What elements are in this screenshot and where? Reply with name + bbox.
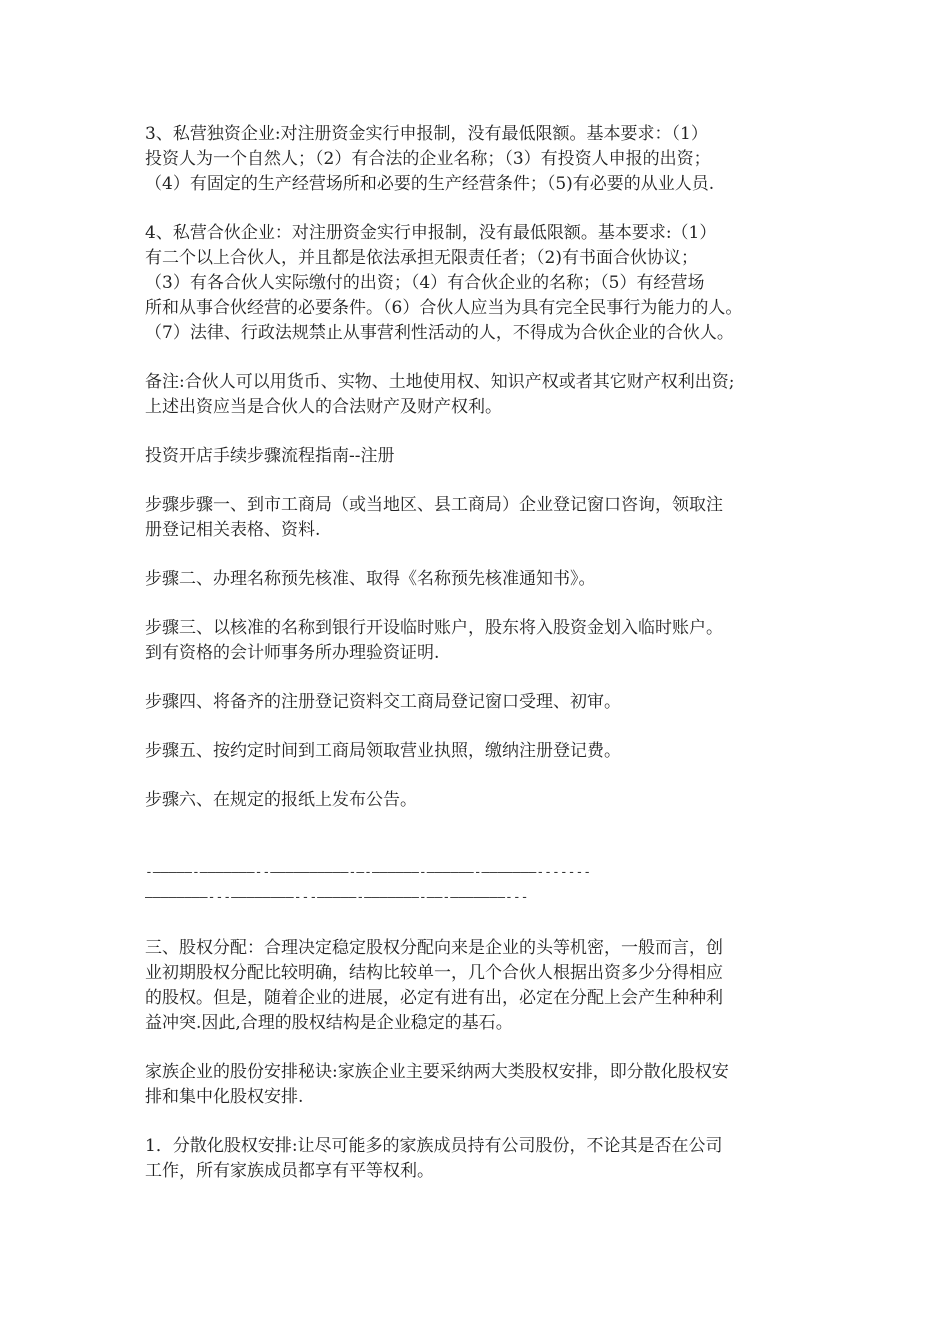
text-line: 业初期股权分配比较明确，结构比较单一，几个合伙人根据出资多少分得相应 (145, 963, 723, 983)
step-five (145, 739, 825, 764)
text-line: 上述出资应当是合伙人的合法财产及财产权利。 (145, 397, 502, 417)
text-line: 步骤二、办理名称预先核准、取得《名称预先核准通知书》。 (145, 569, 596, 589)
separator-line: -—————-———————--——————————-—-——————-——————-———————------- (145, 865, 592, 880)
text-line: （3）有各合伙人实际缴付的出资；（4）有合伙企业的名称；（5）有经营场 (145, 273, 705, 293)
paragraph-note (145, 370, 825, 420)
step-three (145, 616, 825, 666)
step-six (145, 788, 825, 813)
text-line: 步骤四、将备齐的注册登记资料交工商局登记窗口受理、初审。 (145, 692, 621, 712)
text-line: 1．分散化股权安排:让尽可能多的家族成员持有公司股份，不论其是否在公司 (145, 1136, 723, 1156)
text-line: 投资人为一个自然人；（2）有合法的企业名称；（3）有投资人申报的出资； (145, 149, 711, 169)
text-line: 有二个以上合伙人，并且都是依法承担无限责任者；（2)有书面合伙协议； (145, 248, 698, 268)
text-line: 家族企业的股份安排秘诀:家族企业主要采纳两大类股权安排，即分散化股权安 (145, 1062, 729, 1082)
paragraph-family-business (145, 1060, 825, 1110)
text-line: 工作，所有家族成员都享有平等权利。 (145, 1161, 434, 1181)
text-line: 所和从事合伙经营的必要条件。（6）合伙人应当为具有完全民事行为能力的人。 (145, 298, 743, 318)
paragraph-dispersed-equity (145, 1134, 825, 1184)
document-page (145, 122, 825, 1184)
step-one (145, 493, 825, 543)
text-line: 步骤五、按约定时间到工商局领取营业执照，缴纳注册登记费。 (145, 741, 621, 761)
paragraph-sole-proprietorship (145, 122, 825, 197)
step-four (145, 690, 825, 715)
text-line: 投资开店手续步骤流程指南--注册 (145, 446, 395, 466)
text-line: （4）有固定的生产经营场所和必要的生产经营条件；（5)有必要的从业人员. (145, 174, 715, 194)
paragraph-equity-allocation (145, 936, 825, 1036)
separator-line: ————————---————————---—————-———————-——-———————--- (145, 890, 529, 905)
text-line: 备注:合伙人可以用货币、实物、土地使用权、知识产权或者其它财产权利出资; (145, 372, 735, 392)
text-line: 步骤步骤一、到市工商局（或当地区、县工商局）企业登记窗口咨询，领取注 (145, 495, 723, 515)
text-line: 4、私营合伙企业：对注册资金实行申报制，没有最低限额。基本要求:（1） (145, 223, 717, 243)
text-line: （7）法律、行政法规禁止从事营利性活动的人，不得成为合伙企业的合伙人。 (145, 323, 734, 343)
text-line: 步骤三、以核准的名称到银行开设临时账户，股东将入股资金划入临时账户。 (145, 618, 723, 638)
text-line: 的股权。但是，随着企业的进展，必定有进有出，必定在分配上会产生种种利 (145, 988, 723, 1008)
guide-heading (145, 444, 825, 469)
text-line: 册登记相关表格、资料. (145, 520, 321, 540)
text-line: 排和集中化股权安排. (145, 1087, 304, 1107)
text-line: 到有资格的会计师事务所办理验资证明. (145, 643, 440, 663)
paragraph-partnership (145, 221, 825, 346)
text-line: 步骤六、在规定的报纸上发布公告。 (145, 790, 417, 810)
step-two (145, 567, 825, 592)
text-line: 益冲突.因此,合理的股权结构是企业稳定的基石。 (145, 1013, 513, 1033)
text-line: 3、私营独资企业:对注册资金实行申报制，没有最低限额。基本要求：（1） (145, 124, 708, 144)
text-line: 三、股权分配：合理决定稳定股权分配向来是企业的头等机密，一般而言，创 (145, 938, 723, 958)
